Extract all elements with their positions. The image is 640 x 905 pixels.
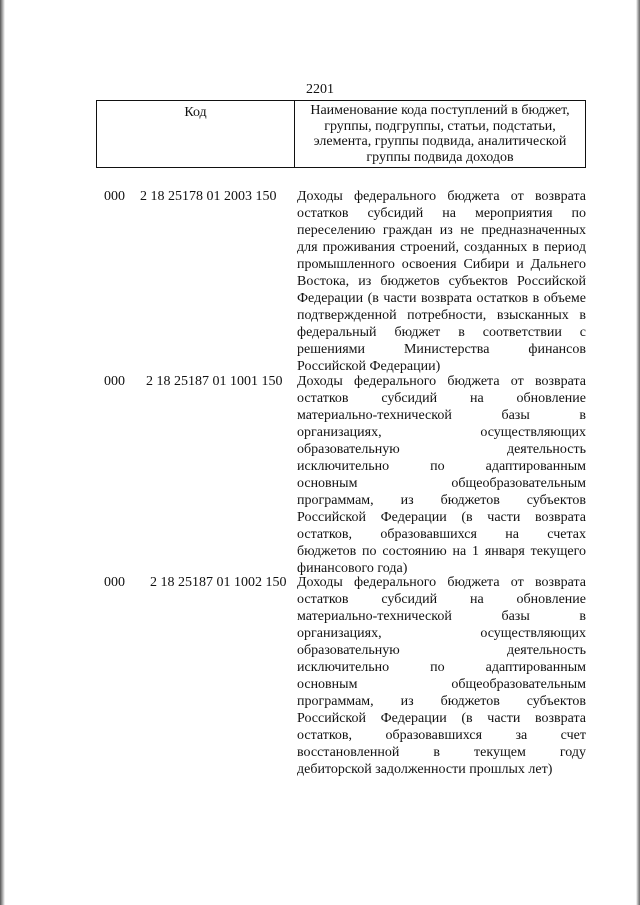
description-line: финансового года) [297, 561, 408, 576]
header-name-cell [295, 101, 585, 167]
description-line: Российской Федерации (в части возврата [297, 711, 586, 726]
entry-description [297, 373, 586, 577]
description-line: решениями Министерства финансов [297, 342, 586, 357]
header-name-line: группы, подгруппы, статьи, подстатьи, [324, 118, 556, 134]
description-line: переселению граждан из не предназначенных [297, 223, 586, 238]
description-line: Доходы федерального бюджета от возврата [297, 374, 586, 389]
description-line: остатков, образовавшихся за счет [297, 728, 586, 743]
description-line: дебиторской задолженности прошлых лет) [297, 762, 553, 777]
description-line: для проживания строений, созданных в период [297, 240, 586, 255]
description-line: основным общеобразовательным [297, 677, 586, 692]
description-line: материально-технической базы в [297, 609, 586, 624]
scan-edge-left [0, 0, 5, 905]
description-line: исключительно по адаптированным [297, 459, 586, 474]
description-line: материально-технической базы в [297, 408, 586, 423]
description-line: Востока, из бюджетов субъектов Российской [297, 274, 586, 289]
description-line: организациях, осуществляющих [297, 626, 586, 641]
header-name-line: Наименование кода поступлений в бюджет, [310, 103, 570, 118]
header-code-cell: Код [97, 101, 295, 167]
admin-code: 000 [104, 374, 125, 389]
entry-description [297, 574, 586, 778]
description-line: остатков субсидий на мероприятия по [297, 206, 586, 221]
description-line: программам, из бюджетов субъектов [297, 493, 586, 508]
description-line: остатков субсидий на обновление [297, 391, 586, 406]
entry-description [297, 188, 586, 375]
description-line: подтвержденной потребности, взысканных в [297, 308, 586, 323]
description-line: бюджетов по состоянию на 1 января текущего [297, 544, 586, 559]
admin-code: 000 [104, 189, 125, 204]
income-code: 2 18 25178 01 2003 150 [140, 189, 277, 204]
description-line: Российской Федерации) [297, 359, 441, 374]
description-line: восстановленной в текущем году [297, 745, 586, 760]
header-table [96, 100, 586, 168]
header-name-line: группы подвида доходов [366, 149, 514, 165]
scan-edge-right [636, 0, 640, 905]
admin-code: 000 [104, 575, 125, 590]
description-line: основным общеобразовательным [297, 476, 586, 491]
income-code: 2 18 25187 01 1002 150 [150, 575, 287, 590]
description-line: Российской Федерации (в части возврата [297, 510, 586, 525]
description-line: остатков, образовавшихся на счетах [297, 527, 586, 542]
description-line: исключительно по адаптированным [297, 660, 586, 675]
description-line: остатков субсидий на обновление [297, 592, 586, 607]
description-line: промышленного освоения Сибири и Дальнего [297, 257, 586, 272]
description-line: Доходы федерального бюджета от возврата [297, 189, 586, 204]
description-line: федеральный бюджет в соответствии с [297, 325, 586, 340]
description-line: организациях, осуществляющих [297, 425, 586, 440]
description-line: образовательную деятельность [297, 442, 586, 457]
header-name-line: элемента, группы подвида, аналитической [313, 134, 567, 149]
income-code: 2 18 25187 01 1001 150 [146, 374, 283, 389]
page-number: 2201 [306, 82, 334, 97]
description-line: программам, из бюджетов субъектов [297, 694, 586, 709]
description-line: Доходы федерального бюджета от возврата [297, 575, 586, 590]
description-line: Федерации (в части возврата остатков в объеме [297, 291, 586, 306]
description-line: образовательную деятельность [297, 643, 586, 658]
